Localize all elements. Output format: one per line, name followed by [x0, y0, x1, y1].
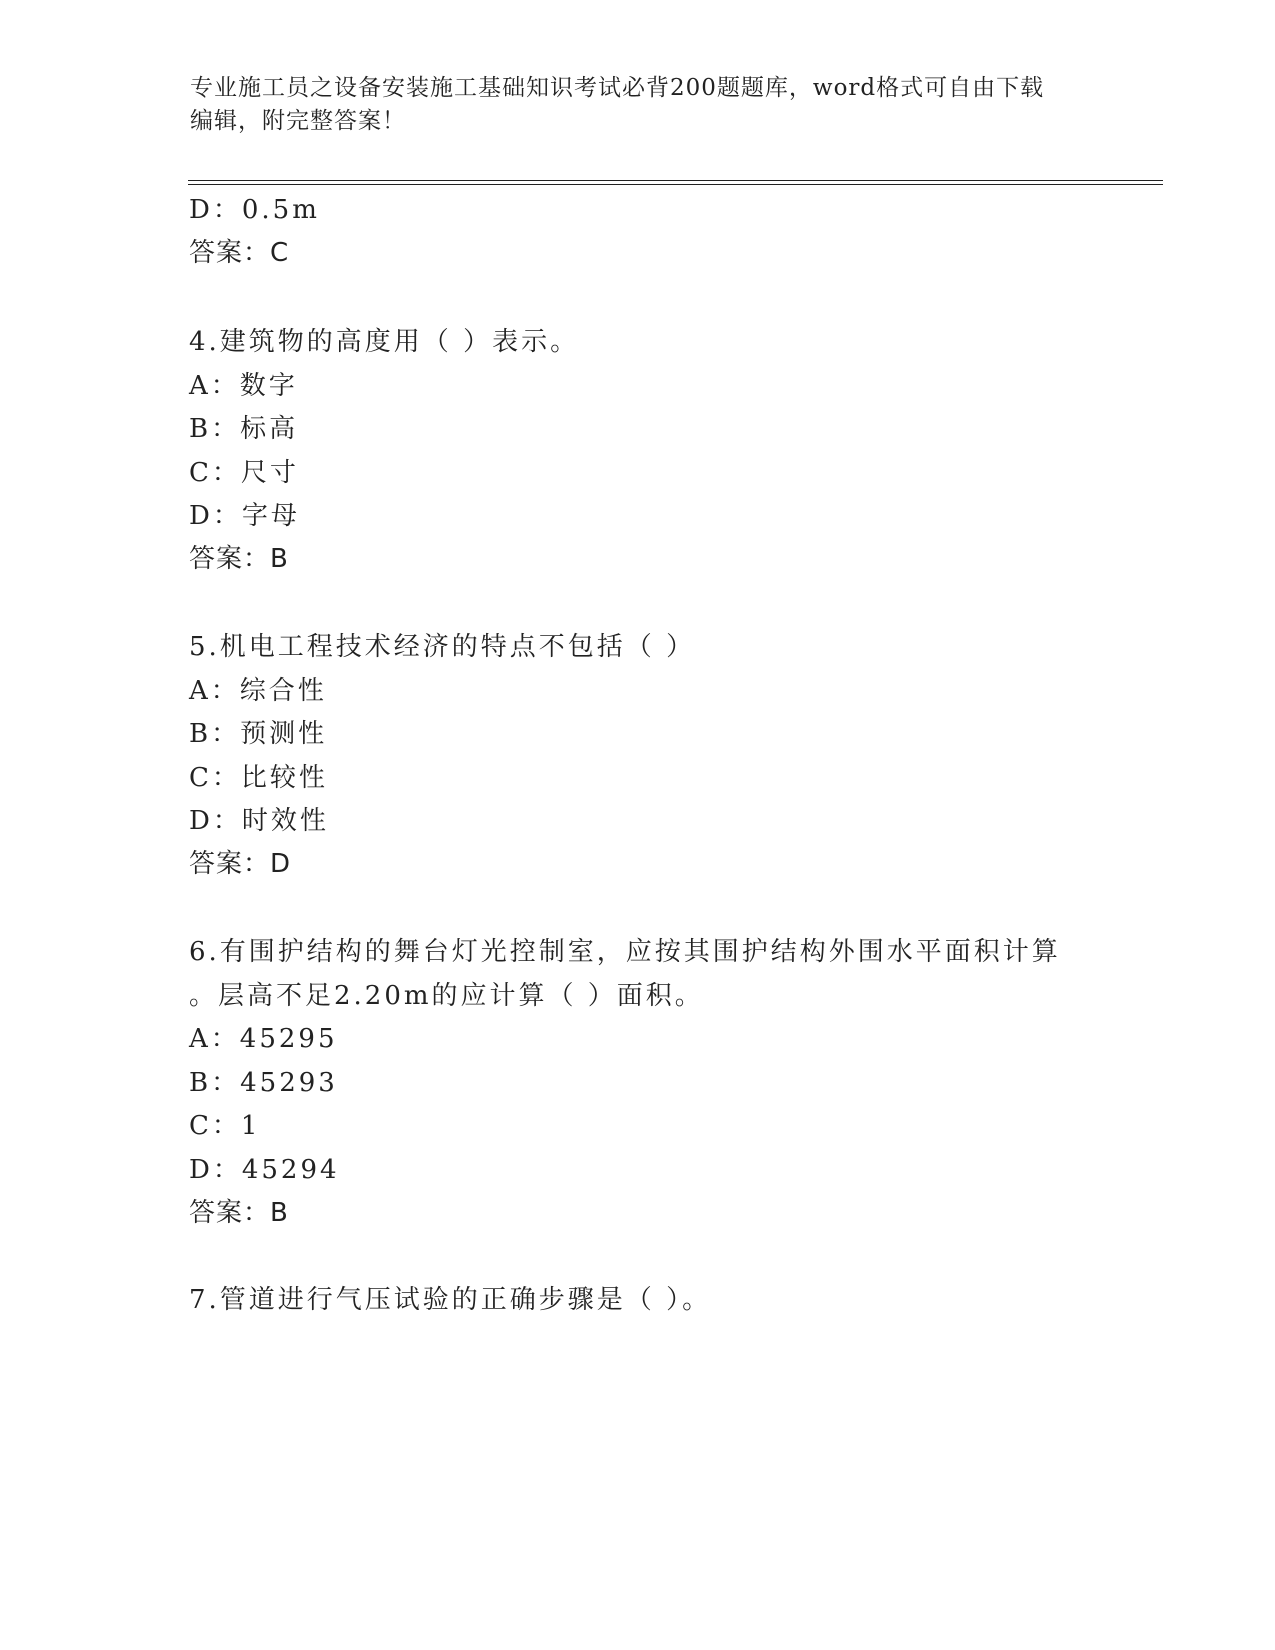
q4-answer: 答案：B — [189, 544, 289, 574]
q4-question: 4.建筑物的高度用（ ）表示。 — [189, 327, 580, 357]
q4-option-d: D：字母 — [189, 501, 300, 531]
q5-answer: 答案：D — [189, 849, 292, 879]
q5-question: 5.机电工程技术经济的特点不包括（ ） — [189, 632, 696, 662]
header-title-line-1: 专业施工员之设备安装施工基础知识考试必背200题题库，word格式可自由下载 — [190, 75, 1045, 101]
q3-answer: 答案：C — [189, 238, 290, 268]
header-title-line-2: 编辑，附完整答案！ — [190, 108, 406, 134]
q5-option-c: C：比较性 — [189, 763, 328, 793]
q4-option-a: A：数字 — [189, 371, 298, 401]
q6-option-a: A：45295 — [189, 1024, 338, 1054]
q6-question-line-2: 。层高不足2.20m的应计算（ ）面积。 — [189, 981, 704, 1011]
header-divider-top — [188, 180, 1163, 181]
q4-option-c: C：尺寸 — [189, 458, 299, 488]
header-divider-bottom — [188, 184, 1163, 185]
q5-option-a: A：综合性 — [189, 676, 327, 706]
q6-answer: 答案：B — [189, 1198, 289, 1228]
q5-option-d: D：时效性 — [189, 806, 329, 836]
document-header — [190, 72, 1090, 138]
q5-option-b: B：预测性 — [189, 719, 328, 749]
q3-option-d: D：0.5m — [189, 195, 320, 225]
q6-option-b: B：45293 — [189, 1068, 338, 1098]
q6-question-line-1: 6.有围护结构的舞台灯光控制室，应按其围护结构外围水平面积计算 — [189, 937, 1061, 967]
q4-option-b: B：标高 — [189, 414, 299, 444]
q6-option-c: C：1 — [189, 1111, 261, 1141]
q7-question: 7.管道进行气压试验的正确步骤是（ ）。 — [189, 1285, 712, 1315]
q6-option-d: D：45294 — [189, 1155, 340, 1185]
